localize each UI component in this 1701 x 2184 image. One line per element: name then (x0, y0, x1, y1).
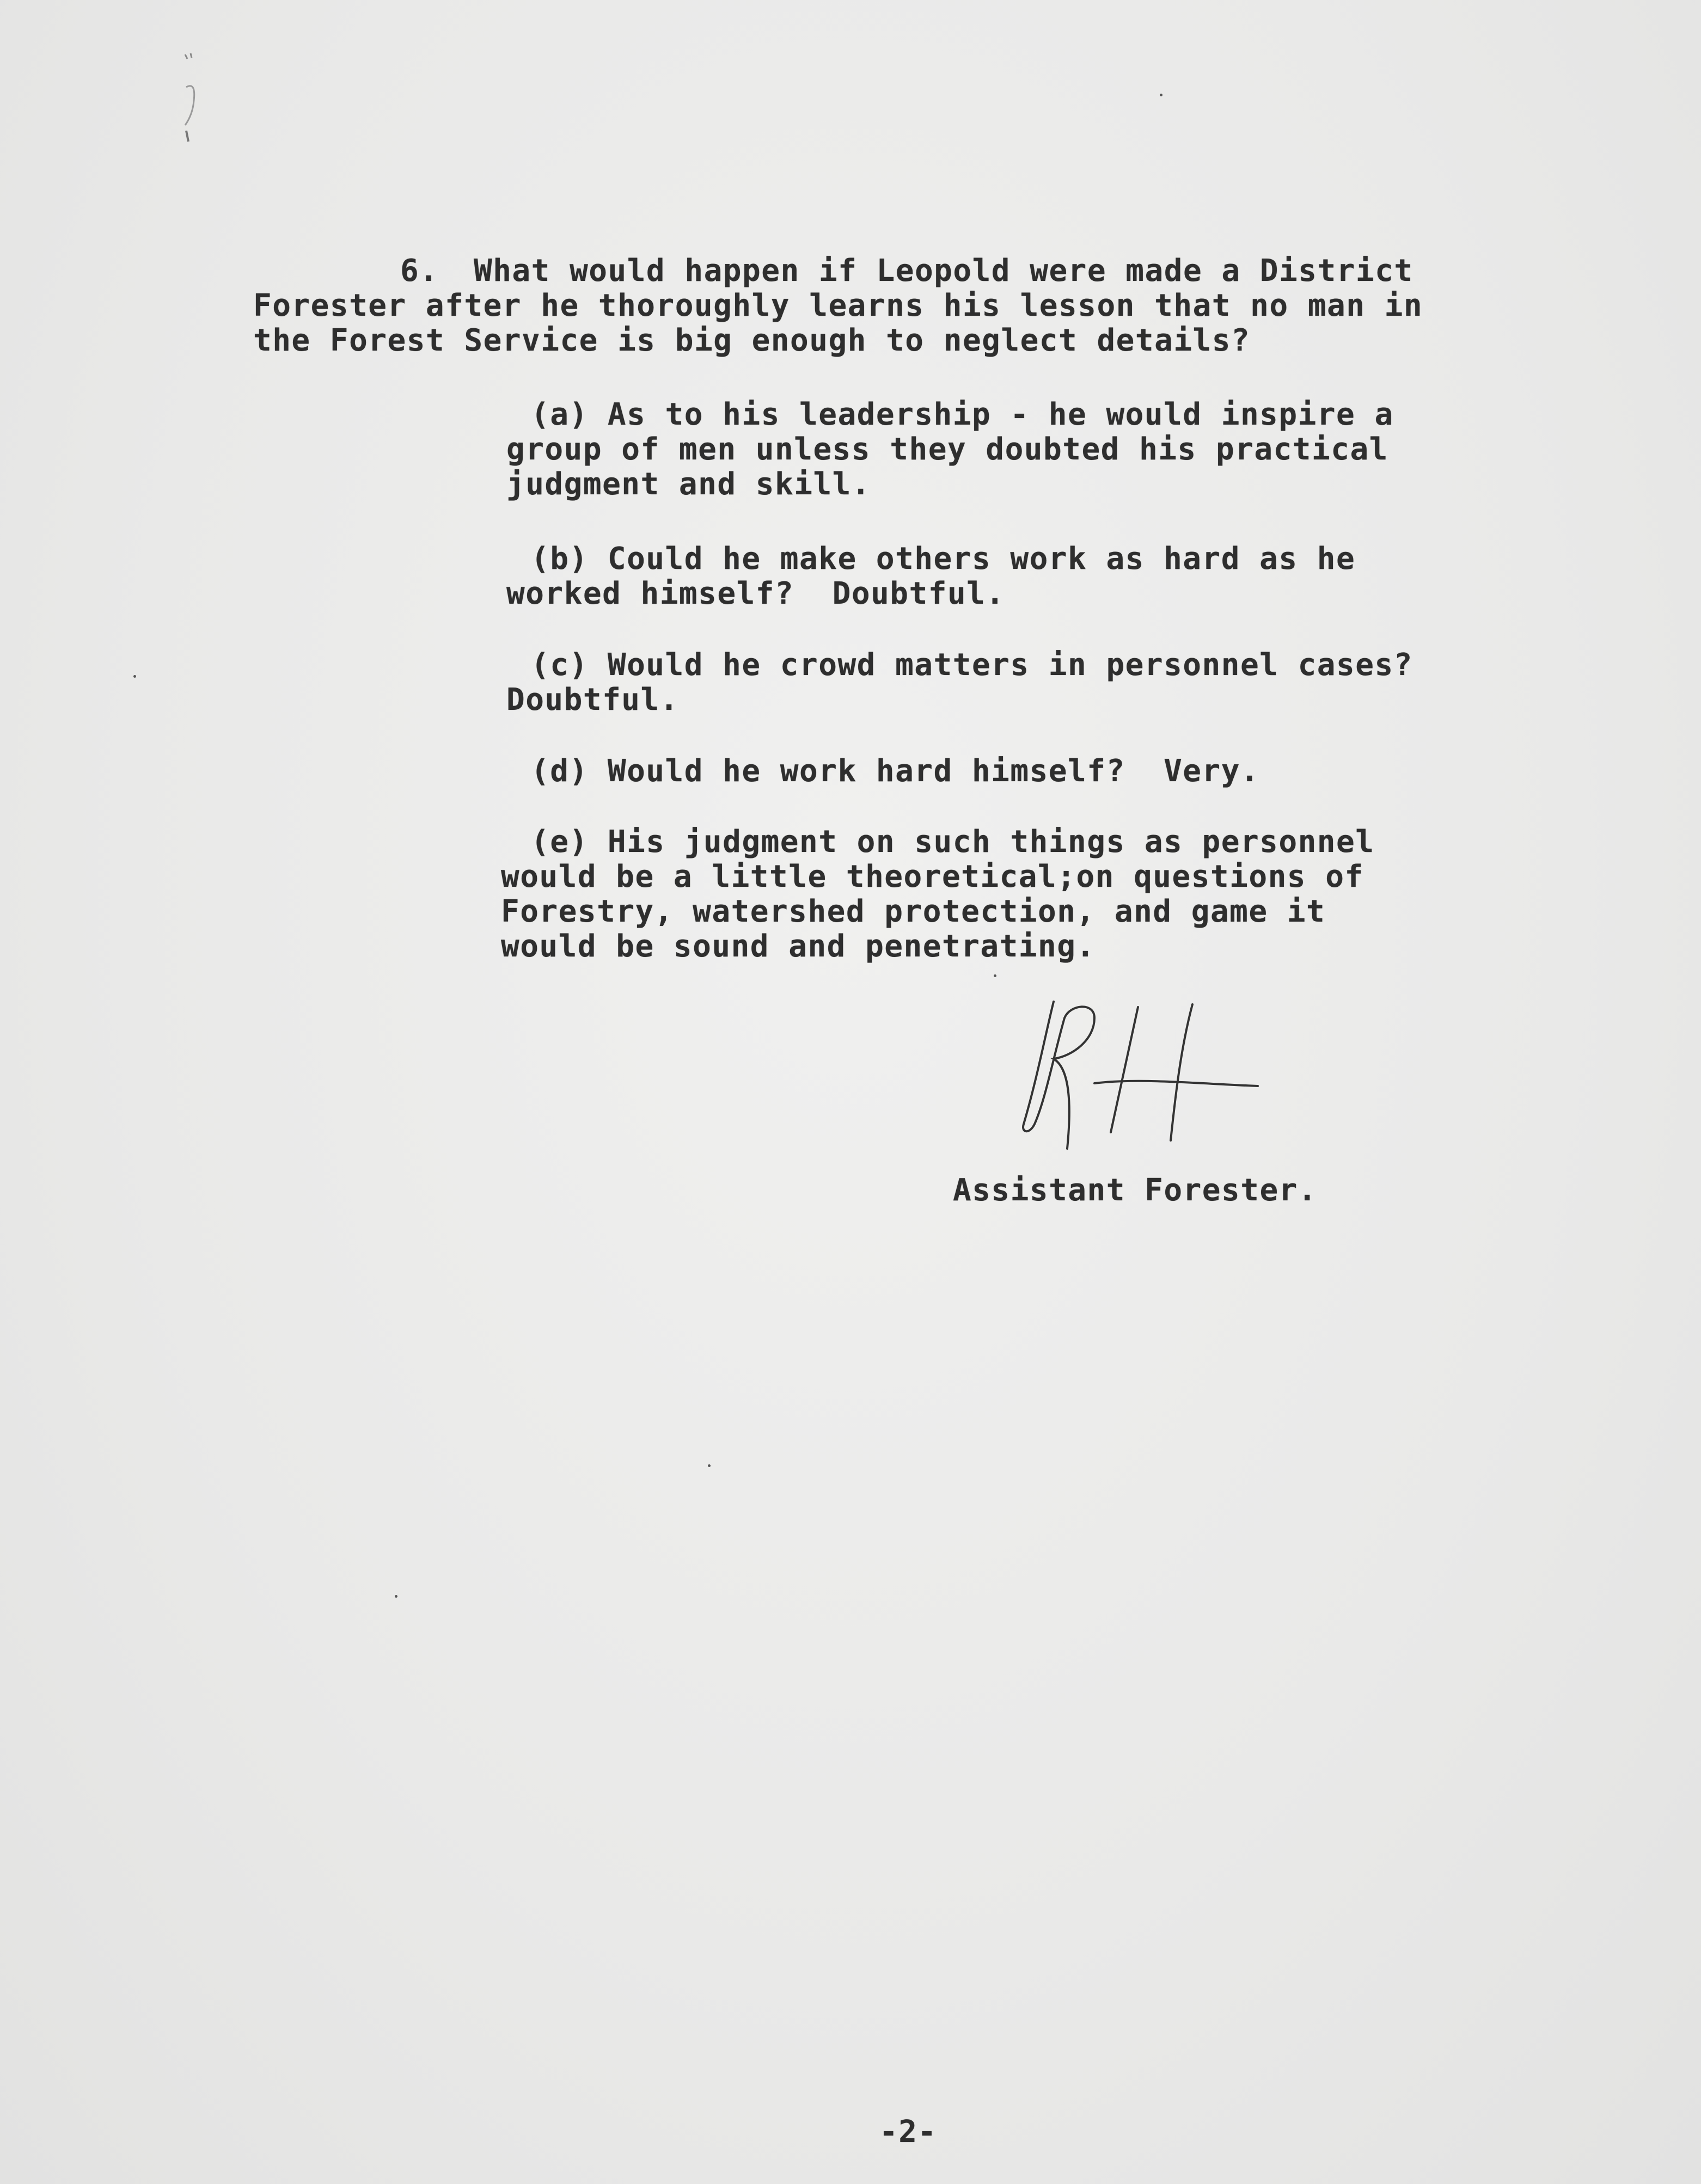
handwritten-signature (1013, 996, 1285, 1160)
question-number: 6. (400, 253, 439, 289)
answer-e-line-2: would be a little theoretical;on questions of (501, 859, 1364, 894)
answer-b-line-1: (b) Could he make others work as hard as he (531, 541, 1356, 576)
paper-speck (133, 675, 136, 678)
paper-speck (1160, 94, 1162, 96)
answer-c-line-1: (c) Would he crowd matters in personnel cases? (531, 647, 1413, 683)
answer-e-line-1: (e) His judgment on such things as personnel (531, 824, 1375, 860)
answer-a-line-2: group of men unless they doubted his practical (506, 432, 1388, 467)
answer-e-line-3: Forestry, watershed protection, and game it (501, 894, 1326, 929)
answer-b-line-2: worked himself? Doubtful. (506, 576, 1005, 611)
question-line-2: Forester after he thoroughly learns his lesson that no man in (253, 288, 1423, 323)
paper-speck (994, 974, 996, 977)
page-number: -2- (879, 2114, 937, 2150)
question-line-1: What would happen if Leopold were made a District (474, 253, 1414, 289)
answer-d-line-1: (d) Would he work hard himself? Very. (531, 753, 1260, 789)
paper-speck (708, 1464, 711, 1467)
corner-pencil-mark (174, 49, 207, 147)
signature-title: Assistant Forester. (953, 1173, 1318, 1208)
paper-speck (395, 1595, 397, 1598)
answer-c-line-2: Doubtful. (506, 682, 679, 717)
answer-e-line-4: would be sound and penetrating. (501, 929, 1096, 964)
answer-a-line-3: judgment and skill. (506, 467, 871, 502)
question-line-3: the Forest Service is big enough to neglect details? (253, 323, 1251, 358)
answer-a-line-1: (a) As to his leadership - he would inspire a (531, 397, 1394, 432)
